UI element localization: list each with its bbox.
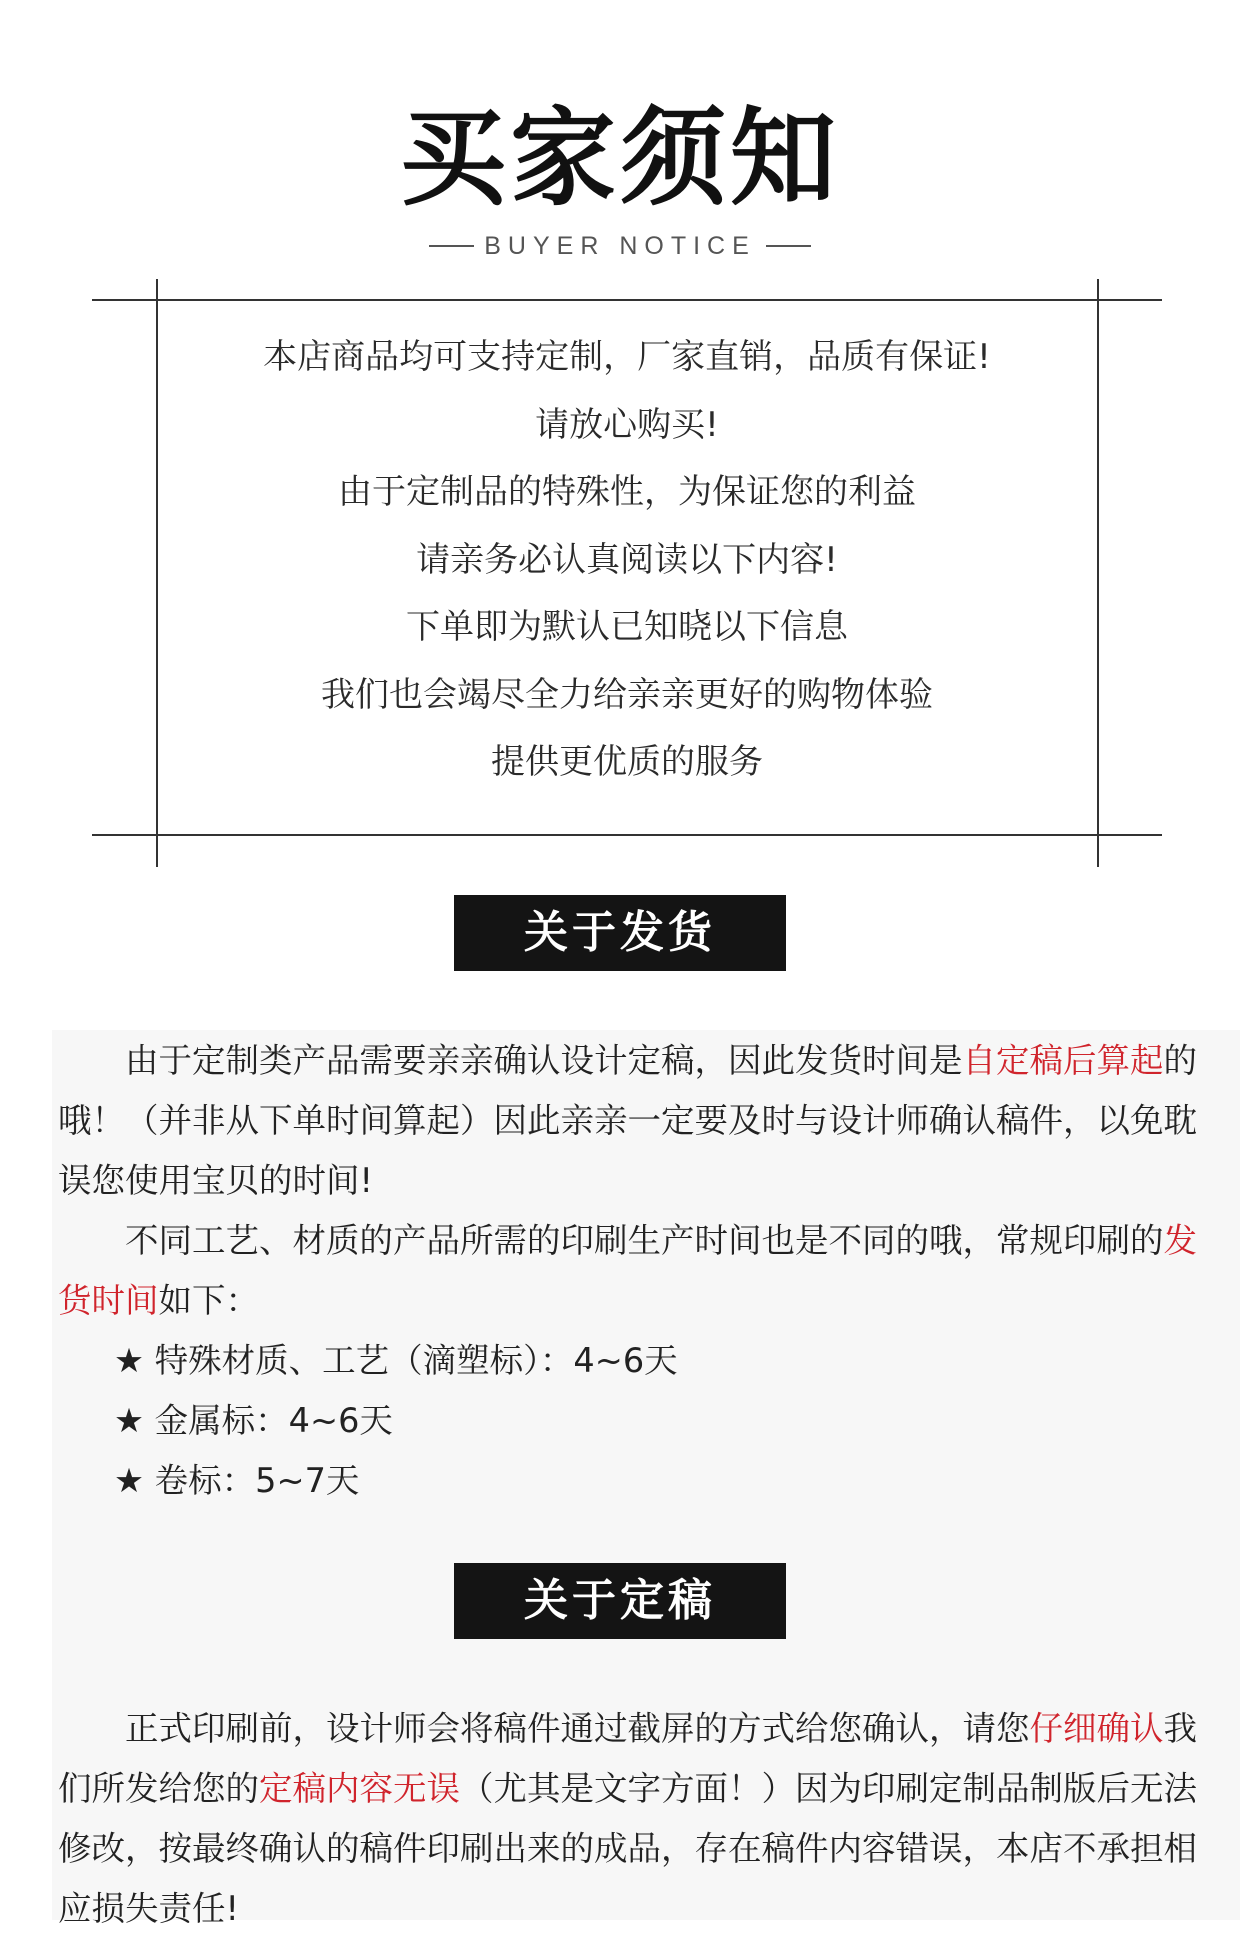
notice-line: 本店商品均可支持定制，厂家直销，品质有保证! — [263, 337, 991, 377]
shipping-time-item: ★ 金属标：4~6天 — [114, 1401, 393, 1440]
draft-section-header: 关于定稿 — [454, 1563, 786, 1639]
page-subtitle — [0, 231, 1240, 261]
notice-line: 下单即为默认已知晓以下信息 — [406, 607, 848, 647]
shipping-p2-rest: 如下： — [158, 1281, 259, 1320]
shipping-p1-text: 由于定制类产品需要亲亲确认设计定稿，因此发货时间是 — [125, 1041, 963, 1080]
notice-frame-bottom-line — [92, 834, 1162, 836]
page-title: 买家须知 — [400, 95, 840, 220]
shipping-paragraph-1 — [58, 1031, 1208, 1211]
notice-frame-top-line — [92, 299, 1162, 301]
shipping-p2-highlight: 发货时间 — [58, 1221, 1197, 1320]
subtitle-text: BUYER NOTICE — [484, 231, 756, 260]
shipping-time-item: ★ 特殊材质、工艺（滴塑标）：4~6天 — [114, 1341, 678, 1380]
notice-text-block — [157, 330, 1097, 803]
draft-p1-rest: （尤其是文字方面！）因为印刷定制品制版后无法修改，按最终确认的稿件印刷出来的成品，存在稿件内容错误，本店不承担相应损失责任! — [58, 1769, 1197, 1928]
draft-p1-highlight: 仔细确认 — [1029, 1709, 1164, 1748]
subtitle-dash-left — [429, 245, 474, 247]
shipping-p1-rest: 的哦！（并非从下单时间算起）因此亲亲一定要及时与设计师确认稿件，以免耽误您使用宝贝的时间! — [58, 1041, 1197, 1200]
shipping-section-body — [58, 1031, 1208, 1511]
draft-p1-mid: 我们所发给您的 — [58, 1709, 1197, 1808]
notice-line: 提供更优质的服务 — [491, 742, 763, 782]
notice-frame-right-line — [1097, 279, 1099, 867]
notice-line: 由于定制品的特殊性，为保证您的利益 — [338, 472, 916, 512]
notice-line: 请亲务必认真阅读以下内容! — [416, 539, 838, 580]
shipping-section-header: 关于发货 — [454, 895, 786, 971]
draft-paragraph-1 — [58, 1699, 1208, 1939]
shipping-p2-text: 不同工艺、材质的产品所需的印刷生产时间也是不同的哦，常规印刷的 — [125, 1221, 1164, 1260]
draft-p1-text: 正式印刷前，设计师会将稿件通过截屏的方式给您确认，请您 — [125, 1709, 1030, 1748]
notice-line: 我们也会竭尽全力给亲亲更好的购物体验 — [321, 674, 933, 715]
draft-p1-highlight-2: 定稿内容无误 — [259, 1769, 460, 1808]
shipping-p1-highlight: 自定稿后算起 — [962, 1041, 1164, 1080]
draft-section-body — [58, 1699, 1208, 1939]
notice-line: 请放心购买! — [535, 404, 719, 445]
subtitle-dash-right — [766, 245, 811, 247]
shipping-paragraph-2 — [58, 1211, 1208, 1331]
shipping-time-item: ★ 卷标：5~7天 — [114, 1461, 360, 1500]
